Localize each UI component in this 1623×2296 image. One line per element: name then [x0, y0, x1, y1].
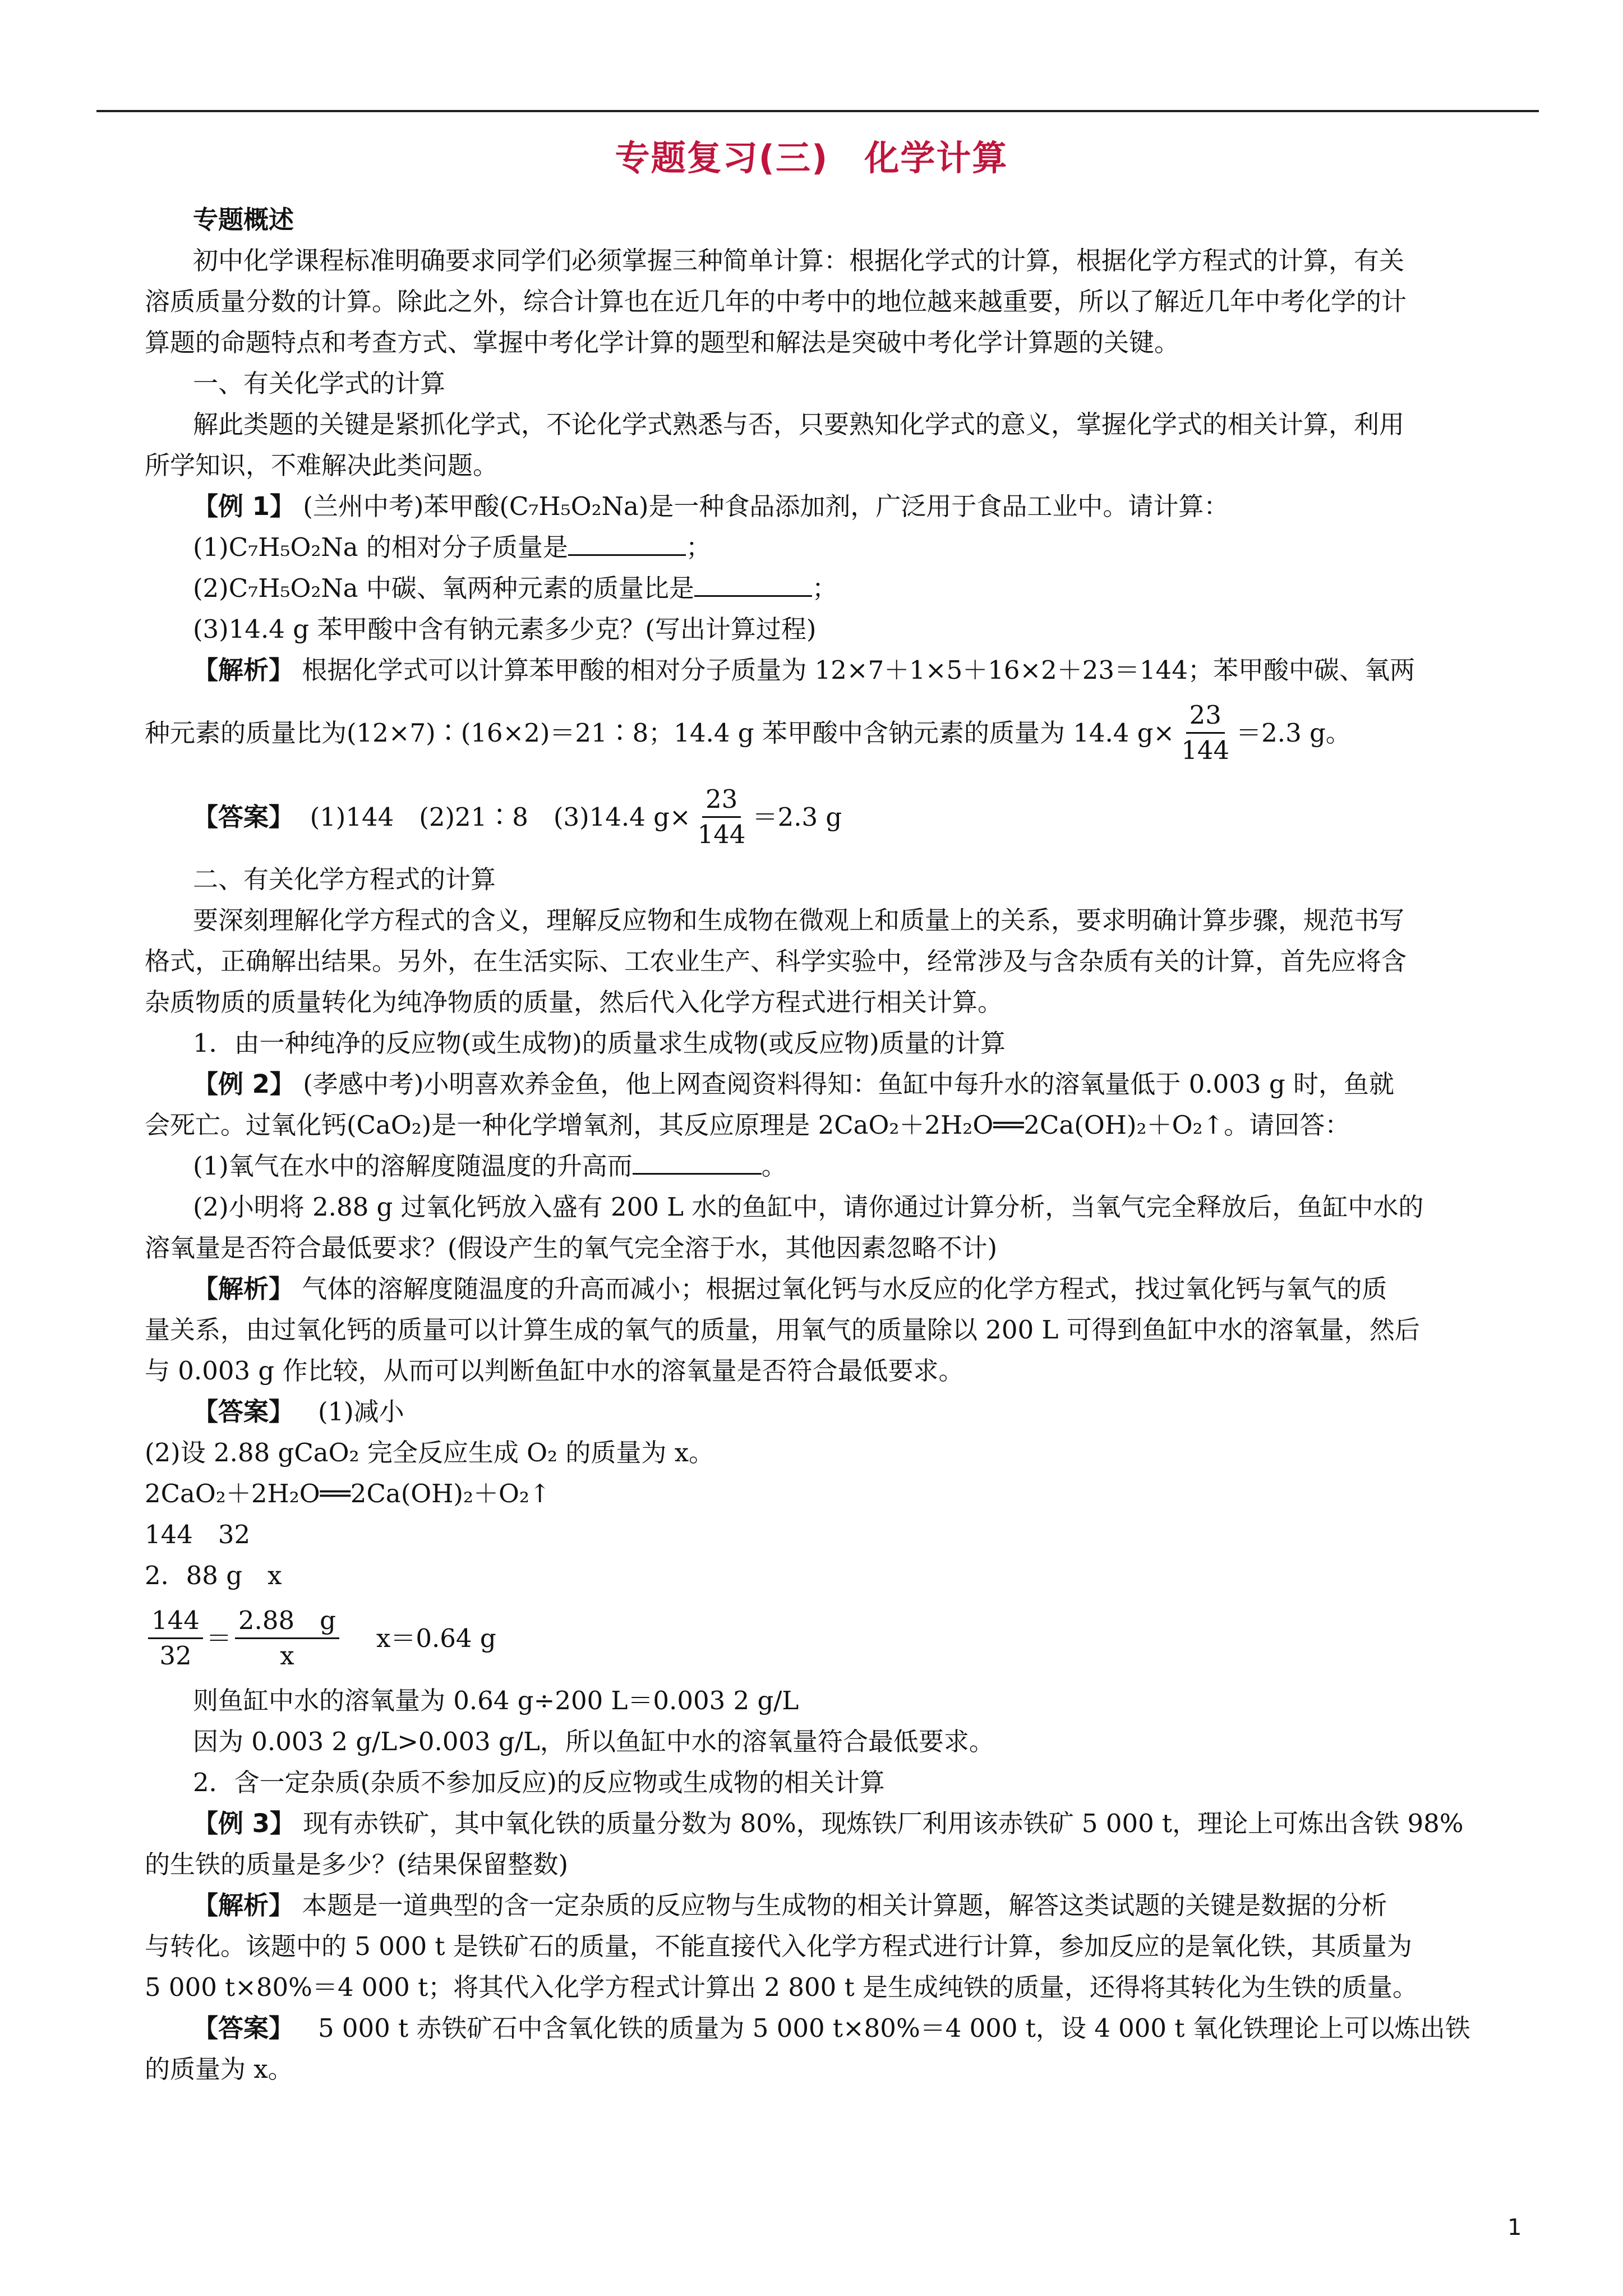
answer-text: (1)144 (2)21∶8 (3)14.4 g×	[310, 802, 691, 832]
example-label: 【例 1】	[193, 491, 295, 521]
paragraph-line: 所学知识，不难解决此类问题。	[145, 450, 499, 480]
answer-text: 5 000 t 赤铁矿石中含氧化铁的质量为 5 000 t×80%＝4 000 t，设 4 000 t 氧化铁理论上可以炼出铁	[317, 2013, 1470, 2043]
paragraph-line: 杂质物质的质量转化为纯净物质的质量，然后代入化学方程式进行相关计算。	[145, 987, 1003, 1017]
answer-label: 【答案】	[193, 802, 294, 832]
fraction	[148, 1604, 203, 1673]
answer-blank	[568, 532, 686, 556]
example-text-line: 的生铁的质量是多少？(结果保留整数)	[145, 1849, 569, 1879]
question-suffix: ；	[685, 532, 711, 562]
answer-blank	[633, 1151, 762, 1175]
answer-label: 【答案】	[193, 2013, 294, 2043]
analysis-text: ＝2.3 g。	[1236, 717, 1351, 748]
analysis-3	[145, 1885, 1536, 1926]
example-1	[145, 486, 1536, 527]
fraction-denominator: 32	[159, 1640, 192, 1671]
section-heading: 二、有关化学方程式的计算	[193, 864, 496, 894]
question-1	[145, 1145, 1536, 1186]
analysis-1	[145, 650, 1536, 691]
page-number: 1	[1507, 2215, 1522, 2240]
question-suffix: 。	[761, 1151, 787, 1181]
overview-paragraph-line: 初中化学课程标准明确要求同学们必须掌握三种简单计算：根据化学式的计算，根据化学方程式的计算，有关	[193, 246, 1405, 275]
question-text: (2)C₇H₅O₂Na 中碳、氧两种元素的质量比是	[193, 573, 694, 603]
analysis-text: 本题是一道典型的含一定杂质的反应物与生成物的相关计算题，解答这类试题的关键是数据的分析	[302, 1890, 1387, 1920]
analysis-label: 【解析】	[193, 1274, 294, 1304]
overview-paragraph-line: 算题的命题特点和考查方式、掌握中考化学计算的题型和解法是突破中考化学计算题的关键。	[145, 328, 1180, 357]
result-line: 则鱼缸中水的溶氧量为 0.64 g÷200 L＝0.003 2 g/L	[193, 1686, 799, 1715]
question-3: (3)14.4 g 苯甲酸中含有钠元素多少克？(写出计算过程)	[193, 614, 817, 644]
example-text: (兰州中考)苯甲酸(C₇H₅O₂Na)是一种食品添加剂，广泛用于食品工业中。请计算：	[303, 491, 1229, 521]
fraction-numerator: 144	[148, 1604, 203, 1639]
answer-step: (2)设 2.88 gCaO₂ 完全反应生成 O₂ 的质量为 x。	[145, 1438, 714, 1467]
example-3	[145, 1803, 1536, 1844]
answer-1	[145, 775, 1536, 859]
proportion-equation	[145, 1596, 1536, 1680]
paragraph-line: 要深刻理解化学方程式的含义，理解反应物和生成物在微观上和质量上的关系，要求明确计算步骤，规范书写	[193, 905, 1405, 935]
example-text: (孝感中考)小明喜欢养金鱼，他上网查阅资料得知：鱼缸中每升水的溶氧量低于 0.003 g 时，鱼就	[303, 1069, 1394, 1099]
analysis-text-line: 与 0.003 g 作比较，从而可以判断鱼缸中水的溶氧量是否符合最低要求。	[145, 1356, 964, 1386]
analysis-text-line: 5 000 t×80%＝4 000 t；将其代入化学方程式计算出 2 800 t 是生成纯铁的质量，还得将其转化为生铁的质量。	[145, 1972, 1418, 2002]
answer-text-line: 的质量为 x。	[145, 2054, 293, 2084]
analysis-label: 【解析】	[193, 1890, 294, 1920]
section-heading: 一、有关化学式的计算	[193, 369, 446, 398]
page-title: 专题复习(三) 化学计算	[615, 137, 1008, 178]
question-text: (1)氧气在水中的溶解度随温度的升高而	[193, 1151, 633, 1181]
question-text: (1)C₇H₅O₂Na 的相对分子质量是	[193, 532, 568, 562]
body-text	[145, 199, 1536, 2090]
fraction-denominator: 144	[1181, 735, 1230, 765]
analysis-label: 【解析】	[193, 655, 294, 685]
answer-label: 【答案】	[193, 1397, 294, 1427]
analysis-text: 根据化学式可以计算苯甲酸的相对分子质量为 12×7＋1×5＋16×2＋23＝144；苯甲酸中碳、氧两	[302, 655, 1415, 685]
fraction	[235, 1604, 339, 1673]
overview-paragraph-line: 溶质质量分数的计算。除此之外，综合计算也在近几年的中考中的地位越来越重要，所以了解近几年中考化学的计	[145, 287, 1407, 316]
answer-3	[145, 2008, 1536, 2049]
example-label: 【例 2】	[193, 1069, 295, 1099]
mass-ratio-line: 2．88 g x	[145, 1561, 282, 1590]
question-1	[145, 527, 1536, 568]
example-text: 现有赤铁矿，其中氧化铁的质量分数为 80%，现炼铁厂利用该赤铁矿 5 000 t，理论上可炼出含铁 98%	[303, 1809, 1464, 1838]
question-2: (2)小明将 2.88 g 过氧化钙放入盛有 200 L 水的鱼缸中，请你通过计算分析，当氧气完全释放后，鱼缸中水的	[193, 1192, 1424, 1222]
fraction-numerator: 2.88 g	[235, 1604, 339, 1639]
example-2	[145, 1064, 1536, 1105]
overview-heading: 专题概述	[193, 205, 294, 234]
paragraph-line: 格式，正确解出结果。另外，在生活实际、工农业生产、科学实验中，经常涉及与含杂质有关的计算，首先应将含	[145, 946, 1407, 976]
fraction	[1178, 698, 1233, 767]
analysis-text-line: 量关系，由过氧化钙的质量可以计算生成的氧气的质量，用氧气的质量除以 200 L 可得到鱼缸中水的溶氧量，然后	[145, 1315, 1420, 1345]
header-rule	[96, 110, 1539, 112]
analysis-fraction-line	[145, 691, 1536, 775]
fraction-numerator: 23	[1186, 698, 1225, 734]
fraction-denominator: x	[280, 1640, 294, 1671]
analysis-2	[145, 1268, 1536, 1309]
analysis-text: 气体的溶解度随温度的升高而减小；根据过氧化钙与水反应的化学方程式，找过氧化钙与氧气的质	[302, 1274, 1387, 1304]
answer-text: (1)减小	[317, 1397, 404, 1427]
example-label: 【例 3】	[193, 1809, 295, 1838]
chemical-equation: 2CaO₂＋2H₂O══2Ca(OH)₂＋O₂↑	[145, 1479, 551, 1508]
answer-blank	[694, 573, 812, 597]
paragraph-line: 解此类题的关键是紧抓化学式，不论化学式熟悉与否，只要熟知化学式的意义，掌握化学式的相关计算，利用	[193, 409, 1405, 439]
fraction-denominator: 144	[697, 819, 746, 849]
question-2	[145, 568, 1536, 609]
answer-text: ＝2.3 g	[752, 802, 842, 832]
analysis-text-line: 与转化。该题中的 5 000 t 是铁矿石的质量，不能直接代入化学方程式进行计算，参加反应的是氧化铁，其质量为	[145, 1931, 1412, 1961]
analysis-text: 种元素的质量比为(12×7)∶(16×2)＝21∶8；14.4 g 苯甲酸中含钠元素的质量为 14.4 g×	[145, 717, 1175, 748]
fraction	[694, 783, 749, 852]
subsection-heading: 1．由一种纯净的反应物(或生成物)的质量求生成物(或反应物)质量的计算	[193, 1028, 1006, 1058]
fraction-numerator: 23	[702, 783, 741, 818]
question-suffix: ；	[811, 573, 837, 603]
question-2-cont: 溶氧量是否符合最低要求？(假设产生的氧气完全溶于水，其他因素忽略不计)	[145, 1233, 998, 1263]
proportion-result: x＝0.64 g	[376, 1623, 496, 1653]
result-line: 因为 0.003 2 g/L>0.003 g/L，所以鱼缸中水的溶氧量符合最低要求。	[193, 1727, 994, 1756]
mass-ratio-line: 144 32	[145, 1520, 251, 1549]
answer-2	[145, 1391, 1536, 1432]
subsection-heading: 2．含一定杂质(杂质不参加反应)的反应物或生成物的相关计算	[193, 1768, 885, 1797]
example-text-line: 会死亡。过氧化钙(CaO₂)是一种化学增氧剂，其反应原理是 2CaO₂＋2H₂O══2Ca(OH)₂＋O₂↑。请回答：	[145, 1110, 1350, 1140]
equals-sign: ＝	[206, 1623, 232, 1653]
